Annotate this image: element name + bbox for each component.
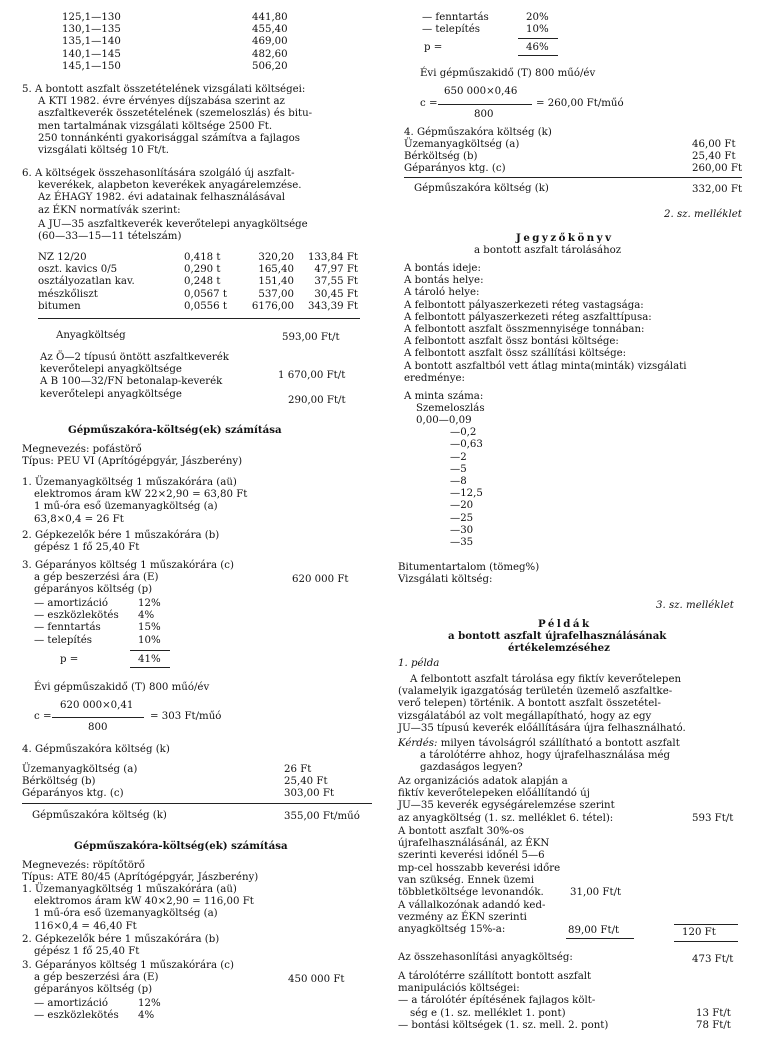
p-total: 41% (138, 654, 161, 665)
example-text: A felbontott aszfalt tárolása egy fiktív keverőtelepen (valamelyik igazgatóság területén üzemelő aszfaltke- verő telepen) történik. A bontott aszfalt összetétel- vizsgálatából az volt megállapítható, hogy az egy JU—35 típusú keverék előállítására újra felhasználható. (398, 674, 686, 734)
jk-subtitle: a bontott aszfalt tárolásához (474, 245, 622, 256)
section-title: Gépműszakóra-költség(ek) számítása (68, 424, 282, 436)
fraction-denominator: 800 (88, 722, 108, 733)
rate-value: 455,40 (252, 24, 288, 36)
jk-lines: A bontás ideje: A bontás helye: A tároló helye: A felbontott pályaszerkezeti réteg vastagsága: A felbontott pályaszerkezeti réteg aszfalttípusa: A felbontott aszfalt összmennyisége tonnában: A felbontott aszfalt össz bontási költsége: A felbontott aszfalt össz szállítási költsége: A bontott aszfaltból vett átlag minta(minták) vizsgálati eredménye: (404, 263, 687, 384)
g1-item-2: 2. Gépkezelők bére 1 műszakórára (b) gépész 1 fő 25,40 Ft (22, 530, 220, 554)
text-line: A KTI 1982. évre érvényes díjszabása szerint az (38, 96, 285, 108)
fraction-numerator: 620 000×0,41 (60, 700, 134, 711)
g2-pcts: — amortizáció 12% — eszközlekötés 4% (34, 998, 161, 1022)
top-pcts: — fenntartás 20% — telepítés 10% (422, 12, 549, 36)
divider (130, 667, 170, 668)
table-row: NZ 12/20 0,418 t 320,20 133,84 Ft (38, 252, 358, 263)
vall-block: A vállalkozónak adandó ked- vezmény az ÉKN szerinti anyagköltség 15%-a: (398, 900, 546, 936)
document-page: 125,1—130 441,80 130,1—135 455,40 135,1—140 469,00 140,1—145 482,60 145,1—150 506,20 5. A bontott aszfalt összetételének vizsgálati költségei: A KTI 1982. évre érvényes díjszabása szerint az aszfaltkeverék összetételének (szemeloszlás) és bitu- men tartalmának vizsgálati költsége 2500 Ft. 250 tonnánkénti gyakorisággal számítva a fajlagos vizsgálati költség 10 Ft/t. 6. A költségek összehasonlítására szolgáló új aszfalt- keverékek, alapbeton keverékek anyagárelemzése. Az ÉHAGY 1982. évi adatainak felhasználásával az ÉKN normatívák szerint: A JU—35 aszfaltkeverék keverőtelepi anyagköltsége (60—33—15—11 tételszám) NZ 12/20 0,418 t 320,20 133,84 Ft oszt. kavics 0/5 0,290 t 165,40 47,97 Ft osztályozatlan kav. 0,248 t 151,40 37,55 Ft mészkőliszt 0,0567 t 537,00 30,45 Ft bitumen 0,0556 t 6176,00 343,39 Ft Anyagköltség 593,00 Ft/t Az Ö—2 típusú öntött aszfaltkeverék keverőtelepi anyagköltsége A B 100—32/FN betonalap-keverék keverőtelepi anyagköltsége 1 670,00 Ft/t 290,00 Ft/t Gépműszakóra-költség(ek) számítása Megnevezés: pofástörő Típus: PEU VI (Aprítógépgyár, Jászberény) 1. Üzemanyagköltség 1 műszakórára (aü) elektromos áram kW 22×2,90 = 63,80 Ft 1 mű-óra eső üzemanyagköltség (a) 63,8×0,4 = 26 Ft 2. Gépkezelők bére 1 műszakórára (b) gépész 1 fő 25,40 Ft 3. Géparányos költség 1 műszakórára (c) a gép beszerzési ára (E) géparányos költség (p) 620 000 Ft — amortizáció 12% — eszközlekötés 4% — fenntartás 15% — telepítés 10% p = 41% Évi gépműszakidő (T) 800 műó/év 620 000×0,41 c = = 303 Ft/műó 800 4. Gépműszakóra költség (k) Üzemanyagköltség (a) 26 Ft Bérköltség (b) 25,40 Ft Géparányos ktg. (c) 303,00 Ft Gépműszakóra költség (k) 355,00 Ft/műó Gépműszakóra-költség(ek) számítása Megnevezés: röpítőtörő Típus: ATE 80/45 (Aprítógépgyár, Jászberény) 1. Üzemanyagköltség 1 műszakórára (aü) elektromos áram kW 40×2,90 = 116,00 Ft 1 mű-óra eső üzemanyagköltség (a) 116×0,4 = 46,40 Ft 2. Gépkezelők bére 1 műszakórára (b) gépész 1 fő 25,40 Ft 3. Géparányos költség 1 műszakórára (c) a gép beszerzési ára (E) géparányos költség (p) 450 000 Ft — amortizáció 12% — eszközlekötés 4% — fenntartás 20% — telepítés 10% p = 46% Évi gépműszakidő (T) 800 műó/év 650 000×0,46 c = = 260,00 Ft/műó 800 4. Gépműszakóra költség (k) Üzemanyagköltség (a) 46,00 Ft Bérköltség (b) 25,40 Ft Géparányos ktg. (c) 260,00 Ft Gépműszakóra költség (k) 332,00 Ft 2. sz. melléklet Jegyzőkönyv a bontott aszfalt tárolásához A bontás ideje: A bontás helye: A tároló helye: A felbontott pályaszerkezeti réteg vastagsága: A felbontott pályaszerkezeti réteg aszfalttípusa: A felbontott aszfalt összmennyisége tonnában: A felbontott aszfalt össz bontási költsége: A felbontott aszfalt össz szállítási költsége: A bontott aszfaltból vett átlag minta(minták) vizsgálati eredménye: A minta száma: Szemeloszlás 0,00—0,09 —0,2 —0,63 —2 —5 —8 —12,5 —20 —25 —30 —35 Bitumentartalom (tömeg%) Vizsgálati költség: 3. sz. melléklet Példák a bontott aszfalt újrafelhasználásának értékelemzéséhez 1. példa A felbontott aszfalt tárolása egy fiktív keverőtelepen (valamelyik igazgatóság területén üzemelő aszfaltke- verő telepen) történik. A bontott aszfalt összetétel- vizsgálatából az volt megállapítható, hogy az egy JU—35 típusú keverék előállítására újra felhasználható. Kérdés: milyen távolságról szállítható a bontott aszfalt a tárolótérre ahhoz, hogy újrafelhasználása még gazdaságos legyen? Az organizációs adatok alapján a fiktív keverőtelepeken előállítandó új JU—35 keverék egységárelemzése szerint az anyagköltség (1. sz. melléklet 6. tétel): 593 Ft/t A bontott aszfalt 30%-os újrafelhasználásánál, az ÉKN szerinti keverési időnél 5—6 mp-cel hosszabb keverési időre van szükség. Ennek üzemi többletköltsége levonandók. 31,00 Ft/t A vállalkozónak adandó ked- vezmény az ÉKN szerinti anyagköltség 15%-a: 89,00 Ft/t 120 Ft Az összehasonlítási anyagköltség: 473 Ft/t A tárolótérre szállított bontott aszfalt manipulációs költségei: — a tárolótér építésének fajlagos költ- ség e (1. sz. melléklet 1. pont) — bontási költségek (1. sz. mell. 2. pont) 13 Ft/t 78 Ft/t (22, 12, 743, 1031)
tarolo-block: A tárolótérre szállított bontott aszfalt manipulációs költségei: — a tárolótér építésének fajlagos költ- ség e (1. sz. melléklet 1. pont) — bontási költségek (1. sz. mell. 2. pont) (398, 971, 609, 1031)
o2-value: 1 670,00 Ft/t (278, 370, 346, 381)
bont-block: A bontott aszfalt 30%-os újrafelhasználásánál, az ÉKN szerinti keverési időnél 5—6 mp-cel hosszabb keverési időre van szükség. Ennek üzemi többletköltsége levonandók. (398, 826, 561, 898)
divider (404, 177, 742, 178)
rate-range: 145,1—150 (62, 60, 121, 72)
annex-label: 3. sz. melléklet (656, 600, 734, 611)
sub-value: 120 Ft (682, 927, 716, 938)
org-value: 593 Ft/t (692, 813, 734, 824)
g2-item-2: 2. Gépkezelők bére 1 műszakórára (b) gépész 1 fő 25,40 Ft (22, 934, 220, 958)
right-costs: Üzemanyagköltség (a) 46,00 Ft Bérköltség (b) 25,40 Ft Géparányos ktg. (c) 260,00 Ft (404, 139, 743, 175)
bont-value: 31,00 Ft/t (570, 887, 622, 898)
total-value: 332,00 Ft (692, 184, 743, 195)
rate-value: 469,00 (252, 36, 288, 48)
ossz-value: 473 Ft/t (692, 954, 734, 965)
example-label: 1. példa (398, 658, 440, 669)
item-5 (22, 84, 380, 157)
divider (518, 38, 558, 39)
rate-value: 441,80 (252, 12, 288, 23)
text-line: keverékek, alapbeton keverékek anyagárelemzése. (38, 180, 302, 192)
anyag-label: Anyagköltség (56, 330, 126, 341)
examples-title: Példák (538, 618, 592, 630)
text-line: vizsgálati költség 10 Ft/t. (38, 144, 169, 156)
item-5-heading: 5. A bontott aszfalt összetételének vizsgálati költségei: (22, 84, 306, 95)
text-line: az ÉKN normatívák szerint: (38, 204, 181, 216)
rate-table (62, 12, 288, 73)
fraction-denominator: 800 (474, 109, 494, 120)
g1-info: Megnevezés: pofástörő Típus: PEU VI (Aprítógépgyár, Jászberény) (22, 444, 243, 468)
item-6 (22, 168, 380, 243)
table-row: bitumen 0,0556 t 6176,00 343,39 Ft (38, 300, 358, 312)
text-line: men tartalmának vizsgálati költsége 2500 Ft. (38, 120, 273, 132)
b100-value: 290,00 Ft/t (288, 395, 346, 406)
g1-pcts: — amortizáció 12% — eszközlekötés 4% — fenntartás 15% — telepítés 10% (34, 598, 161, 646)
fraction-bar (438, 104, 532, 105)
text-line: aszfaltkeverék összetételének (szemeloszlás) és bitu- (38, 108, 313, 120)
divider (518, 55, 558, 56)
g2-info: Megnevezés: röpítőtörő Típus: ATE 80/45 (Aprítógépgyár, Jászberény) (22, 860, 259, 884)
text-line: A JU—35 aszfaltkeverék keverőtelepi anyagköltsége (38, 218, 308, 230)
price-value: 450 000 Ft (288, 974, 345, 985)
table-row: osztályozatlan kav. 0,248 t 151,40 37,55 Ft (38, 276, 358, 288)
t1-value: 13 Ft/t (696, 1008, 731, 1019)
rate-range: 130,1—135 (62, 24, 121, 36)
annex-label: 2. sz. melléklet (664, 209, 742, 220)
price-value: 620 000 Ft (292, 574, 349, 585)
section-title: Gépműszakóra-költség(ek) számítása (74, 840, 288, 852)
divider (674, 924, 738, 925)
table-row: mészkőliszt 0,0567 t 537,00 30,45 Ft (38, 288, 358, 300)
text-line: Az ÉHAGY 1982. évi adatainak felhasználásával (38, 192, 286, 204)
rate-range: 135,1—140 (62, 36, 121, 48)
divider (674, 941, 738, 942)
item-6-heading: 6. A költségek összehasonlítására szolgáló új aszfalt- (22, 168, 295, 179)
rate-value: 482,60 (252, 48, 288, 60)
jk-title: Jegyzőkönyv (516, 232, 614, 244)
text-line: 250 tonnánkénti gyakorisággal számítva a fajlagos (38, 132, 300, 144)
g1-costs: Üzemanyagköltség (a) 26 Ft Bérköltség (b) 25,40 Ft Géparányos ktg. (c) 303,00 Ft (22, 764, 335, 800)
sieve-list: 0,00—0,09 —0,2 —0,63 —2 —5 —8 —12,5 —20 —25 —30 —35 (416, 415, 483, 548)
divider (130, 650, 170, 651)
fraction-bar (52, 717, 144, 718)
g2-item-1: 1. Üzemanyagköltség 1 műszakórára (aü) elektromos áram kW 40×2,90 = 116,00 Ft 1 mű-óra eső üzemanyagköltség (a) 116×0,4 = 46,40 Ft (22, 884, 254, 932)
o2-block: Az Ö—2 típusú öntött aszfaltkeverék keverőtelepi anyagköltsége A B 100—32/FN betonalap-keverék keverőtelepi anyagköltsége (40, 352, 229, 400)
g2-item-3: 3. Géparányos költség 1 műszakórára (c) a gép beszerzési ára (E) géparányos költség (p) (22, 960, 234, 996)
anyag-value: 593,00 Ft/t (282, 332, 340, 343)
rate-value: 506,20 (252, 60, 288, 72)
fraction-numerator: 650 000×0,46 (444, 86, 518, 97)
g1-item-1: 1. Üzemanyagköltség 1 műszakórára (aü) elektromos áram kW 22×2,90 = 63,80 Ft 1 mű-óra eső üzemanyagköltség (a) 63,8×0,4 = 26 Ft (22, 477, 248, 525)
divider (566, 938, 634, 939)
text-line: (60—33—15—11 tételszám) (38, 230, 182, 242)
divider (22, 803, 372, 804)
g1-item-3: 3. Géparányos költség 1 műszakórára (c) a gép beszerzési ára (E) géparányos költség (p) (22, 560, 234, 596)
material-table (38, 252, 358, 313)
divider (38, 318, 360, 319)
rate-range: 125,1—130 (62, 12, 121, 23)
total-value: 355,00 Ft/műó (284, 811, 360, 822)
question: Kérdés: milyen távolságról szállítható a bontott aszfalt a tárolótérre ahhoz, hogy újrafelhasználása még gazdaságos legyen? (398, 738, 680, 774)
t2-value: 78 Ft/t (696, 1020, 731, 1031)
p-total: 46% (526, 42, 549, 53)
table-row: oszt. kavics 0/5 0,290 t 165,40 47,97 Ft (38, 264, 358, 276)
org-block: Az organizációs adatok alapján a fiktív keverőtelepeken előállítandó új JU—35 keverék egységárelemzése szerint az anyagköltség (1. sz. melléklet 6. tétel): (398, 776, 615, 824)
rate-range: 140,1—145 (62, 48, 121, 60)
vall-value: 89,00 Ft/t (568, 925, 620, 936)
